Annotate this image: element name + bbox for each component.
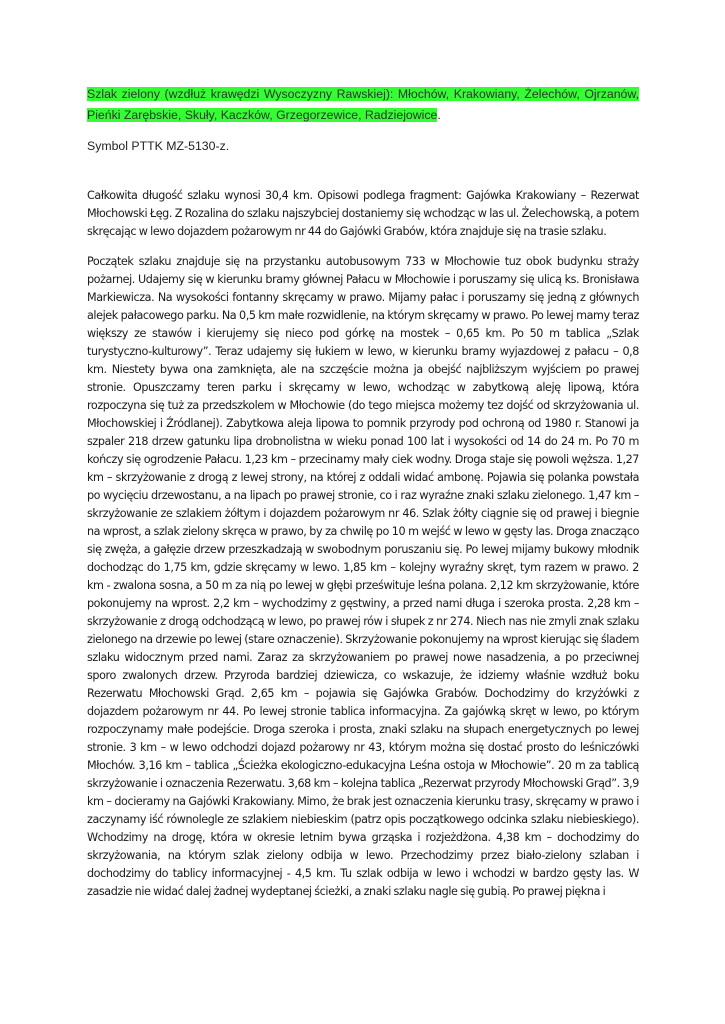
document-page [87,84,639,901]
pttk-symbol: Symbol PTTK MZ-5130-z. [87,139,230,153]
paragraph-overview: Całkowita długość szlaku wynosi 30,4 km. Opisowi podlega fragment: Gajówka Krakowiany – Rezerwat Młochowski Łęg. Z Rozalina do szlaku najszybciej dostaniemy się wchodząc w las ul. Żelechowską, a potem skręcając w lewo dojazdem pożarowym nr 44 do Gajówki Grabów, która znajduje się na trasie szlaku. [87,189,639,238]
title-period: . [437,108,441,122]
title-highlight: Szlak zielony (wzdłuż krawędzi Wysoczyzny Rawskiej): Młochów, Krakowiany, Żelechów, Ojrzanów, Pieńki Zarębskie, Skuły, Kaczków, Grzegorzewice, Radziejowice [87,87,639,122]
paragraph-route-description: Początek szlaku znajduje się na przystanku autobusowym 733 w Młochowie tuz obok budynku straży pożarnej. Udajemy się w kierunku bramy głównej Pałacu w Młochowie i poruszamy się ulicą ks. Bronisława Markiewicza. Na wysokości fontanny skręcamy w prawo. Mijamy pałac i poruszamy się jedną z głównych alejek pałacowego parku. Na 0,5 km małe rozwidlenie, na którym skręcamy w prawo. Po lewej mamy teraz większy ze stawów i kierujemy się nieco pod górkę na mostek – 0,65 km. Po 50 m tablica „Szlak turystyczno-kulturowy”. Teraz udajemy się łukiem w lewo, w kierunku bramy wyjazdowej z pałacu – 0,8 km. Niestety bywa ona zamknięta, ale na szczęście można ja obejść najbliższym wyjściem po prawej stronie. Opuszczamy teren parku i skręcamy w lewo, wchodząc w zabytkową aleję lipową, która rozpoczyna się tuż za przedszkolem w Młochowie (do tego miejsca możemy tez dojść od skrzyżowania ul. Młochowskiej i Źródlanej). Zabytkowa aleja lipowa to pomnik przyrody pod ochroną od 1980 r. Stanowi ja szpaler 218 drzew gatunku lipa drobnolistna w wieku ponad 100 lat i wysokości od 14 do 24 m. Po 70 m kończy się ogrodzenie Pałacu. 1,23 km – przecinamy mały ciek wodny. Droga staje się powoli węższa. 1,27 km – skrzyżowanie z drogą z lewej strony, na której z oddali widać ambonę. Pojawia się polanka powstała po wycięciu drzewostanu, a na lipach po prawej stronie, co i raz wyraźne znaki szlaku zielonego. 1,47 km – skrzyżowanie ze szlakiem żółtym i dojazdem pożarowym nr 46. Szlak żółty ciągnie się od prawej i biegnie na wprost, a szlak zielony skręca w prawo, by za chwilę po 10 m wejść w lewo w gęsty las. Droga znacząco się zwęża, a gałęzie drzew przeszkadzają w swobodnym poruszaniu się. Po lewej mijamy bukowy młodnik dochodząc do 1,75 km, gdzie skręcamy w lewo. 1,85 km – kolejny wyraźny skręt, tym razem w prawo. 2 km - zwalona sosna, a 50 m za nią po lewej w głębi prześwituje leśna polana. 2,12 km skrzyżowanie, które pokonujemy na wprost. 2,2 km – wychodzimy z gęstwiny, a przed nami długa i szeroka prosta. 2,28 km – skrzyżowanie z drogą odchodzącą w lewo, po prawej rów i słupek z nr 274. Niech nas nie zmyli znak szlaku zielonego na drzewie po lewej (stare oznaczenie). Skrzyżowanie pokonujemy na wprost kierując się śladem szlaku widocznym przed nami. Zaraz za skrzyżowaniem po prawej nowe nasadzenia, a po przeciwnej sporo zwalonych drzew. Przyroda bardziej dziewicza, co wskazuje, że idziemy właśnie wzdłuż boku Rezerwatu Młochowski Grąd. 2,65 km – pojawia się Gajówka Grabów. Dochodzimy do krzyżówki z dojazdem pożarowym nr 44. Po lewej stronie tablica informacyjna. Za gajówką skręt w lewo, po którym rozpoczynamy małe podejście. Droga szeroka i prosta, znaki szlaku na słupach energetycznych po lewej stronie. 3 km – w lewo odchodzi dojazd pożarowy nr 43, którym można się dostać prosto do leśniczówki Młochów. 3,16 km – tablica „Ścieżka ekologiczno-edukacyjna Leśna ostoja w Młochowie”. 20 m za tablicą skrzyżowanie i oznaczenia Rezerwatu. 3,68 km – kolejna tablica „Rezerwat przyrody Młochowski Grąd”. 3,9 km – docieramy na Gajówki Krakowiany. Mimo, że brak jest oznaczenia kierunku trasy, skręcamy w prawo i zaczynamy iść równolegle ze szlakiem niebieskim (patrz opis początkowego odcinka szlaku niebieskiego). Wchodzimy na drogę, która w okresie letnim bywa grząska i rozjeżdżona. 4,38 km – dochodzimy do skrzyżowania, na którym szlak zielony odbija w lewo. Przechodzimy przez biało-zielony szlaban i dochodzimy do tablicy informacyjnej - 4,5 km. Tu szlak odbija w lewo i wchodzi w bardzo gęsty las. W zasadzie nie widać dalej żadnej wydeptanej ścieżki, a znaki szlaku nagle się gubią. Po prawej piękna i [87,255,639,898]
route-title [87,84,639,126]
